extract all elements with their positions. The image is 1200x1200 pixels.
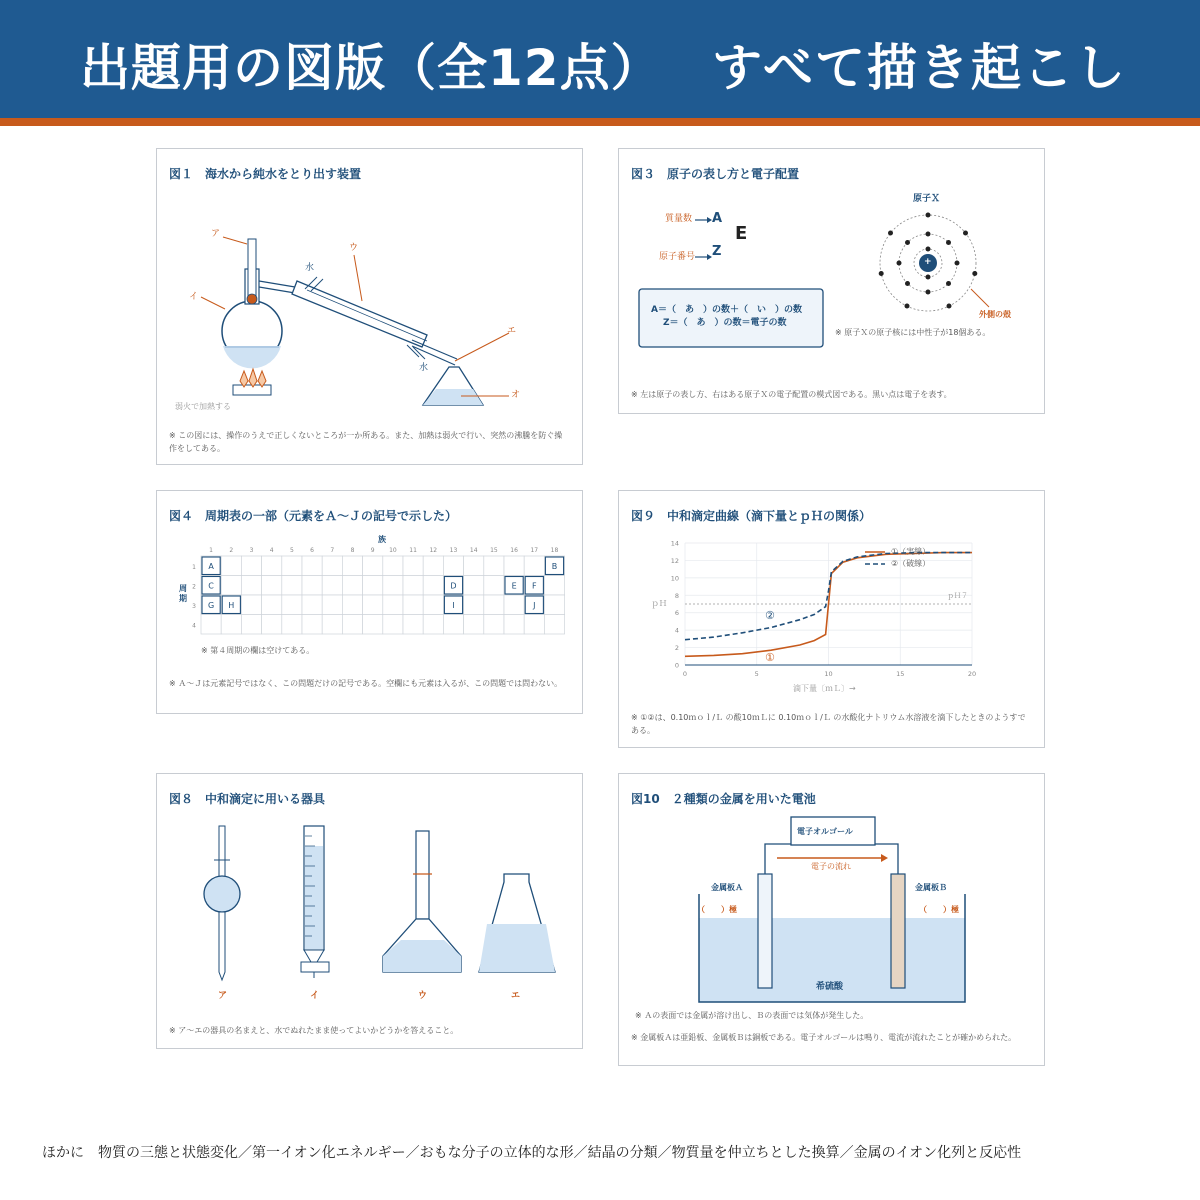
table-cell xyxy=(544,576,564,596)
group-number: 6 xyxy=(310,547,315,554)
table-cell xyxy=(524,556,544,576)
element-symbol: I xyxy=(452,600,455,610)
table-cell xyxy=(302,556,322,576)
group-number: 16 xyxy=(510,547,518,554)
table-cell xyxy=(403,615,423,635)
table-cell xyxy=(524,615,544,635)
table-cell xyxy=(504,615,524,635)
table-cell xyxy=(322,556,342,576)
symbol-e: E xyxy=(735,223,748,244)
mass-number-label: 質量数 xyxy=(665,214,693,224)
table-cell xyxy=(282,556,302,576)
table-cell xyxy=(423,576,443,596)
neutron-note: ※ 原子Ｘの原子核には中性子が18個ある。 xyxy=(835,328,991,337)
element-symbol: F xyxy=(531,581,537,591)
table-cell xyxy=(342,595,362,615)
period-number: 3 xyxy=(192,602,196,610)
x-tick-label: 10 xyxy=(824,670,833,678)
y-axis-label: ｐＨ xyxy=(651,599,667,608)
group-number: 1 xyxy=(209,547,214,554)
plate-b-label: 金属板Ｂ xyxy=(915,883,947,892)
label-o: オ xyxy=(511,390,521,400)
titration-apparatus-diagram xyxy=(157,774,584,1050)
figure-3-card xyxy=(618,148,1045,414)
group-number: 7 xyxy=(330,547,335,554)
element-symbol: G xyxy=(207,600,215,610)
table-cell xyxy=(403,595,423,615)
table-cell xyxy=(221,615,241,635)
apparatus-label-u: ウ xyxy=(418,991,428,1001)
table-cell xyxy=(383,595,403,615)
battery-diagram xyxy=(619,774,1046,1067)
x-tick-label: 15 xyxy=(896,670,905,678)
group-number: 3 xyxy=(249,547,254,554)
table-cell xyxy=(201,615,221,635)
element-symbol: H xyxy=(228,600,235,610)
figure-1-note: ※ この図には、操作のうえで正しくないところが一か所ある。また、加熱は弱火で行い、突然の沸騰を防ぐ操作をしてある。 xyxy=(169,431,563,453)
table-cell xyxy=(504,595,524,615)
label-u: ウ xyxy=(349,243,359,253)
orgel-label: 電子オルゴール xyxy=(797,827,853,836)
table-cell xyxy=(484,595,504,615)
group-label: 族 xyxy=(378,535,386,544)
series-1-marker: ① xyxy=(765,651,775,664)
table-cell xyxy=(544,615,564,635)
figure-9-note: ※ ①②は、0.10ｍｏｌ/Ｌ の酸10ｍＬに 0.10ｍｏｌ/Ｌ の水酸化ナトリウム水溶液を滴下したときのようすである。 xyxy=(631,713,1026,735)
observation-note: ※ Ａの表面では金属が溶け出し、Ｂの表面では気体が発生した。 xyxy=(635,1011,869,1020)
table-cell xyxy=(241,615,261,635)
group-number: 11 xyxy=(409,547,417,554)
group-number: 5 xyxy=(289,547,294,554)
table-cell xyxy=(484,576,504,596)
table-cell xyxy=(383,615,403,635)
period-4-note: ※ 第４周期の欄は空けてある。 xyxy=(201,646,315,655)
group-number: 8 xyxy=(350,547,355,554)
formula-line-2: Z＝（ あ ）の数＝電子の数 xyxy=(663,318,787,328)
table-cell xyxy=(423,615,443,635)
atom-x-label: 原子Ｘ xyxy=(913,194,941,204)
element-symbol: B xyxy=(551,561,558,571)
group-number: 2 xyxy=(229,547,234,554)
figure-8-title: 図８ 中和滴定に用いる器具 xyxy=(169,792,326,806)
figure-9-card xyxy=(618,490,1045,748)
element-symbol: A xyxy=(208,561,214,571)
table-cell xyxy=(403,556,423,576)
table-cell xyxy=(322,615,342,635)
nucleus-plus: + xyxy=(924,257,932,267)
table-cell xyxy=(443,615,463,635)
footer-topic-list: ほかに 物質の三態と状態変化／第一イオン化エネルギー／おもな分子の立体的な形／結晶の分類／物質量を仲立ちとした換算／金属のイオン化列と反応性 xyxy=(42,1145,1022,1161)
figure-8-note: ※ ア～エの器具の名まえと、水でぬれたまま使ってよいかどうかを答えること。 xyxy=(169,1026,459,1035)
pole-b-label: （ ）極 xyxy=(919,905,959,914)
legend-series-2: ②（破線） xyxy=(891,559,931,568)
table-cell xyxy=(342,615,362,635)
table-cell xyxy=(423,556,443,576)
symbol-z: Z xyxy=(712,244,722,259)
figure-10-title: 図10 ２種類の金属を用いた電池 xyxy=(631,792,816,806)
table-cell xyxy=(241,595,261,615)
apparatus-label-i: イ xyxy=(310,991,320,1001)
table-cell xyxy=(322,576,342,596)
table-cell xyxy=(363,615,383,635)
table-cell xyxy=(383,576,403,596)
table-cell xyxy=(383,556,403,576)
element-symbol: J xyxy=(533,600,536,610)
table-cell xyxy=(302,576,322,596)
table-cell xyxy=(363,556,383,576)
group-number: 9 xyxy=(370,547,375,554)
figure-3-title: 図３ 原子の表し方と電子配置 xyxy=(631,167,800,181)
table-cell xyxy=(342,576,362,596)
element-symbol: D xyxy=(450,581,457,591)
figure-10-card xyxy=(618,773,1045,1066)
figure-10-note: ※ 金属板Ａは亜鉛板、金属板Ｂは銅板である。電子オルゴールは鳴り、電流が流れたことが確かめられた。 xyxy=(631,1033,1017,1042)
figure-8-card xyxy=(156,773,583,1049)
figure-3-note: ※ 左は原子の表し方、右はある原子Ｘの電子配置の模式図である。黒い点は電子を表す。 xyxy=(631,390,952,399)
y-tick-label: 8 xyxy=(674,591,679,600)
x-tick-label: 5 xyxy=(754,670,759,678)
page-title: 出題用の図版（全12点） xyxy=(80,39,662,97)
table-cell xyxy=(221,576,241,596)
figure-9-title: 図９ 中和滴定曲線（滴下量とｐＨの関係） xyxy=(631,509,872,523)
formula-line-1: A＝（ あ ）の数＋（ い ）の数 xyxy=(651,305,802,315)
table-cell xyxy=(464,615,484,635)
group-number: 14 xyxy=(469,547,478,554)
table-cell xyxy=(262,556,282,576)
y-tick-label: 10 xyxy=(670,574,679,583)
distillation-apparatus-diagram xyxy=(157,149,584,466)
label-a: ア xyxy=(211,229,221,239)
acid-label: 希硫酸 xyxy=(816,982,844,992)
y-tick-label: 0 xyxy=(674,661,679,670)
period-number: 1 xyxy=(192,563,196,571)
group-number: 10 xyxy=(389,547,397,554)
page-subtitle: すべて描き起こし xyxy=(712,39,1127,97)
table-cell xyxy=(504,556,524,576)
table-cell xyxy=(241,556,261,576)
table-cell xyxy=(464,595,484,615)
table-cell xyxy=(403,576,423,596)
table-cell xyxy=(484,615,504,635)
table-cell xyxy=(363,595,383,615)
element-symbol: E xyxy=(511,581,517,591)
apparatus-label-a: ア xyxy=(218,991,228,1001)
period-label: 周期 xyxy=(179,584,187,603)
outer-shell-label: 外側の殻 xyxy=(979,310,1011,319)
label-water-in: 水 xyxy=(305,263,315,273)
table-cell xyxy=(342,556,362,576)
table-cell xyxy=(464,576,484,596)
y-tick-label: 6 xyxy=(674,609,679,618)
y-tick-label: 2 xyxy=(674,644,679,653)
x-axis-label: 滴下量〔ｍＬ〕→ xyxy=(793,684,856,693)
figure-4-note: ※ Ａ～Ｊは元素記号ではなく、この問題だけの記号である。空欄にも元素は入るが、この問題では問わない。 xyxy=(169,679,563,688)
group-number: 13 xyxy=(449,547,458,554)
table-cell xyxy=(544,595,564,615)
y-tick-label: 4 xyxy=(674,626,679,635)
header-accent-stripe xyxy=(0,118,1200,126)
series-2-marker: ② xyxy=(765,609,775,622)
ph7-label: ｐＨ７ xyxy=(947,592,968,600)
table-cell xyxy=(262,595,282,615)
element-symbol: C xyxy=(208,581,214,591)
table-cell xyxy=(484,556,504,576)
figure-4-card xyxy=(156,490,583,714)
atomic-number-label: 原子番号 xyxy=(659,252,696,262)
legend-series-1: ①（実線） xyxy=(891,547,931,556)
electron-flow-label: 電子の流れ xyxy=(811,862,851,871)
y-tick-label: 14 xyxy=(670,539,679,548)
group-number: 17 xyxy=(530,547,539,554)
table-cell xyxy=(423,595,443,615)
table-cell xyxy=(363,576,383,596)
table-cell xyxy=(282,615,302,635)
table-cell xyxy=(262,615,282,635)
table-cell xyxy=(302,615,322,635)
figure-4-title: 図４ 周期表の一部（元素をＡ～Ｊの記号で示した） xyxy=(169,509,458,523)
symbol-a: A xyxy=(712,211,723,226)
group-number: 4 xyxy=(269,547,274,554)
period-number: 4 xyxy=(192,622,196,630)
group-number: 12 xyxy=(429,547,438,554)
group-number: 15 xyxy=(490,547,498,554)
x-tick-label: 20 xyxy=(967,670,977,678)
label-water-out: 水 xyxy=(419,363,429,373)
table-cell xyxy=(241,576,261,596)
label-heat: 弱火で加熱する xyxy=(175,402,231,411)
period-number: 2 xyxy=(192,583,196,591)
table-cell xyxy=(302,595,322,615)
table-cell xyxy=(282,595,302,615)
y-tick-label: 12 xyxy=(670,556,679,565)
figure-1-title: 図１ 海水から純水をとり出す装置 xyxy=(169,167,362,181)
atom-diagram xyxy=(619,149,1046,415)
apparatus-label-e: エ xyxy=(511,991,521,1001)
label-e: エ xyxy=(507,326,517,336)
table-cell xyxy=(443,556,463,576)
pole-a-label: （ ）極 xyxy=(697,905,737,914)
figure-1-card xyxy=(156,148,583,465)
table-cell xyxy=(282,576,302,596)
table-cell xyxy=(221,556,241,576)
header-banner xyxy=(0,0,1200,118)
group-number: 18 xyxy=(550,547,559,554)
table-cell xyxy=(322,595,342,615)
label-i: イ xyxy=(189,292,199,302)
plate-a-label: 金属板Ａ xyxy=(711,883,743,892)
table-cell xyxy=(262,576,282,596)
x-tick-label: 0 xyxy=(682,670,688,678)
table-cell xyxy=(464,556,484,576)
